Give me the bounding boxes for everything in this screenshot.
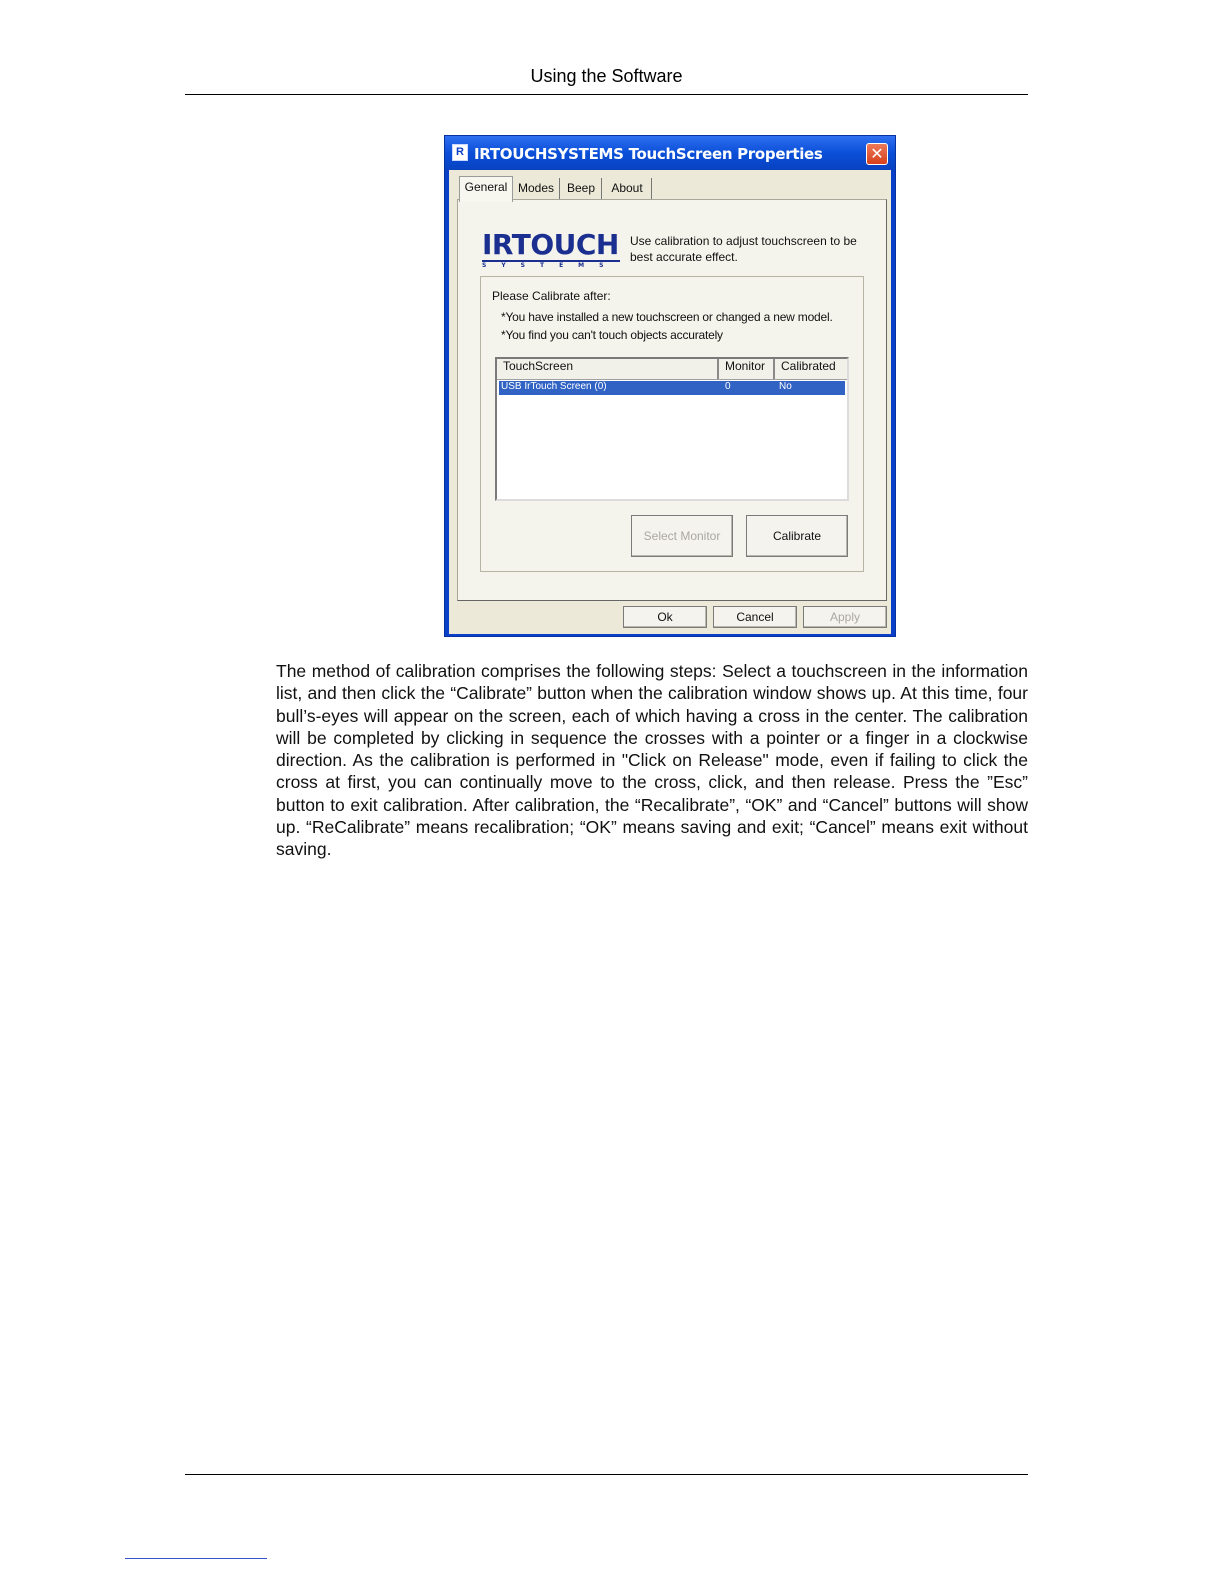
calibrate-reason: *You have installed a new touchscreen or changed a new model. xyxy=(501,310,833,324)
cell-calibrated: No xyxy=(779,381,792,392)
app-logo-icon: R xyxy=(452,144,468,161)
tab-general[interactable]: General xyxy=(459,176,513,202)
calibrate-button[interactable]: Calibrate xyxy=(746,515,848,557)
dialog-client xyxy=(449,170,891,634)
tab-beep[interactable]: Beep xyxy=(561,178,602,200)
tab-about[interactable]: About xyxy=(603,178,652,200)
brand-logo xyxy=(482,230,620,270)
body-text xyxy=(276,660,1028,861)
column-touchscreen[interactable]: TouchScreen xyxy=(497,359,719,379)
ok-button[interactable]: Ok xyxy=(623,606,707,628)
column-monitor[interactable]: Monitor xyxy=(719,359,775,379)
brand-sub: SYSTEMS xyxy=(482,262,619,269)
body-paragraph: The method of calibration comprises the following steps: Select a touchscreen in the information list, and then click the “Calibrate” button when the calibration window shows up. At this time, four bull’s-eyes will appear on the screen, each of which having a cross in the center. The calibration will be completed by clicking in sequence the crosses with a pointer or a finger in a clockwise direction. As the calibration is performed in "Click on Release" mode, even if failing to click the cross at first, you can continually move to the cross, click, and then release. Press the ”Esc” button to exit calibration. After calibration, the “Recalibrate”, “OK” and “Cancel” buttons will show up. “ReCalibrate” means recalibration; “OK” means saving and exit; “Cancel” means exit without saving. xyxy=(276,661,1028,860)
cell-touchscreen: USB IrTouch Screen (0) xyxy=(501,381,607,392)
intro-text: Use calibration to adjust touchscreen to be best accurate effect. xyxy=(630,234,857,264)
properties-dialog xyxy=(444,135,896,637)
list-header xyxy=(497,359,847,380)
close-icon[interactable]: ✕ xyxy=(866,143,888,165)
footer-link-underline xyxy=(125,1558,267,1559)
table-row[interactable] xyxy=(499,381,845,395)
dialog-titlebar[interactable] xyxy=(445,136,895,170)
footer-rule xyxy=(185,1474,1028,1475)
page-header: Using the Software xyxy=(530,66,683,86)
touchscreen-list[interactable] xyxy=(495,357,849,501)
dialog-title: IRTOUCHSYSTEMS TouchScreen Properties xyxy=(474,145,823,163)
calibrate-reason: *You find you can't touch objects accurately xyxy=(501,328,723,342)
cancel-button[interactable]: Cancel xyxy=(713,606,797,628)
header-rule xyxy=(185,94,1028,95)
calibrate-heading: Please Calibrate after: xyxy=(492,289,611,303)
calibrate-group xyxy=(480,276,864,572)
column-calibrated[interactable]: Calibrated xyxy=(781,359,836,373)
select-monitor-button[interactable]: Select Monitor xyxy=(631,515,733,557)
tab-modes[interactable]: Modes xyxy=(513,178,560,200)
cell-monitor: 0 xyxy=(725,381,731,392)
apply-button[interactable]: Apply xyxy=(803,606,887,628)
brand-name: IRTOUCH xyxy=(482,228,619,261)
general-panel xyxy=(457,199,887,601)
